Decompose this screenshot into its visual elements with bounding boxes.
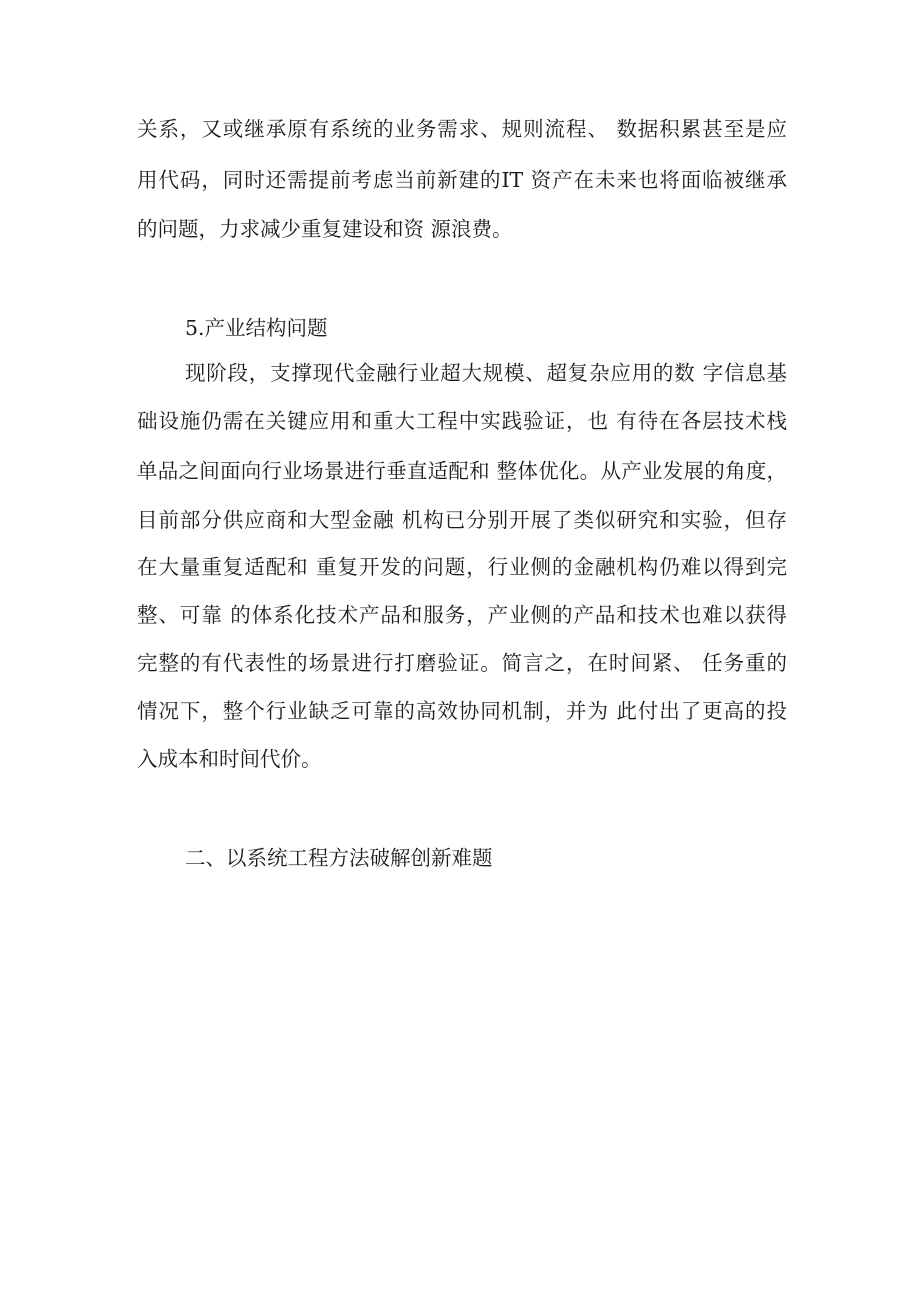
paragraph-line: 在大量重复适配和 重复开发的问题，行业侧的金融机构仍难以得到完 — [137, 555, 787, 579]
paragraph-line: 目前部分供应商和大型金融 机构已分别开展了类似研究和实验，但存 — [137, 508, 787, 532]
section-heading: 5.产业结构问题 — [185, 316, 328, 340]
paragraph-line: 完整的有代表性的场景进行打磨验证。简言之，在时间紧、 任务重的 — [137, 651, 787, 675]
paragraph-line: 入成本和时间代价。 — [137, 747, 322, 771]
paragraph-line: 础设施仍需在关键应用和重大工程中实践验证，也 有待在各层技术栈 — [137, 409, 787, 433]
paragraph-line: 现阶段，支撑现代金融行业超大规模、超复杂应用的数 字信息基 — [185, 361, 787, 385]
paragraph-line: 的问题，力求减少重复建设和资 源浪费。 — [137, 217, 513, 241]
paragraph-line: 单品之间面向行业场景进行垂直适配和 整体优化。从产业发展的角度， — [137, 459, 787, 483]
paragraph-line: 情况下，整个行业缺乏可靠的高效协同机制，并为 此付出了更高的投 — [137, 699, 787, 723]
paragraph-line: 整、可靠 的体系化技术产品和服务，产业侧的产品和技术也难以获得 — [137, 603, 787, 627]
paragraph-line: 关系，又或继承原有系统的业务需求、规则流程、 数据积累甚至是应 — [137, 117, 787, 141]
section-heading: 二、以系统工程方法破解创新难题 — [185, 846, 493, 870]
paragraph-line: 用代码，同时还需提前考虑当前新建的IT 资产在未来也将面临被继承 — [137, 168, 787, 192]
